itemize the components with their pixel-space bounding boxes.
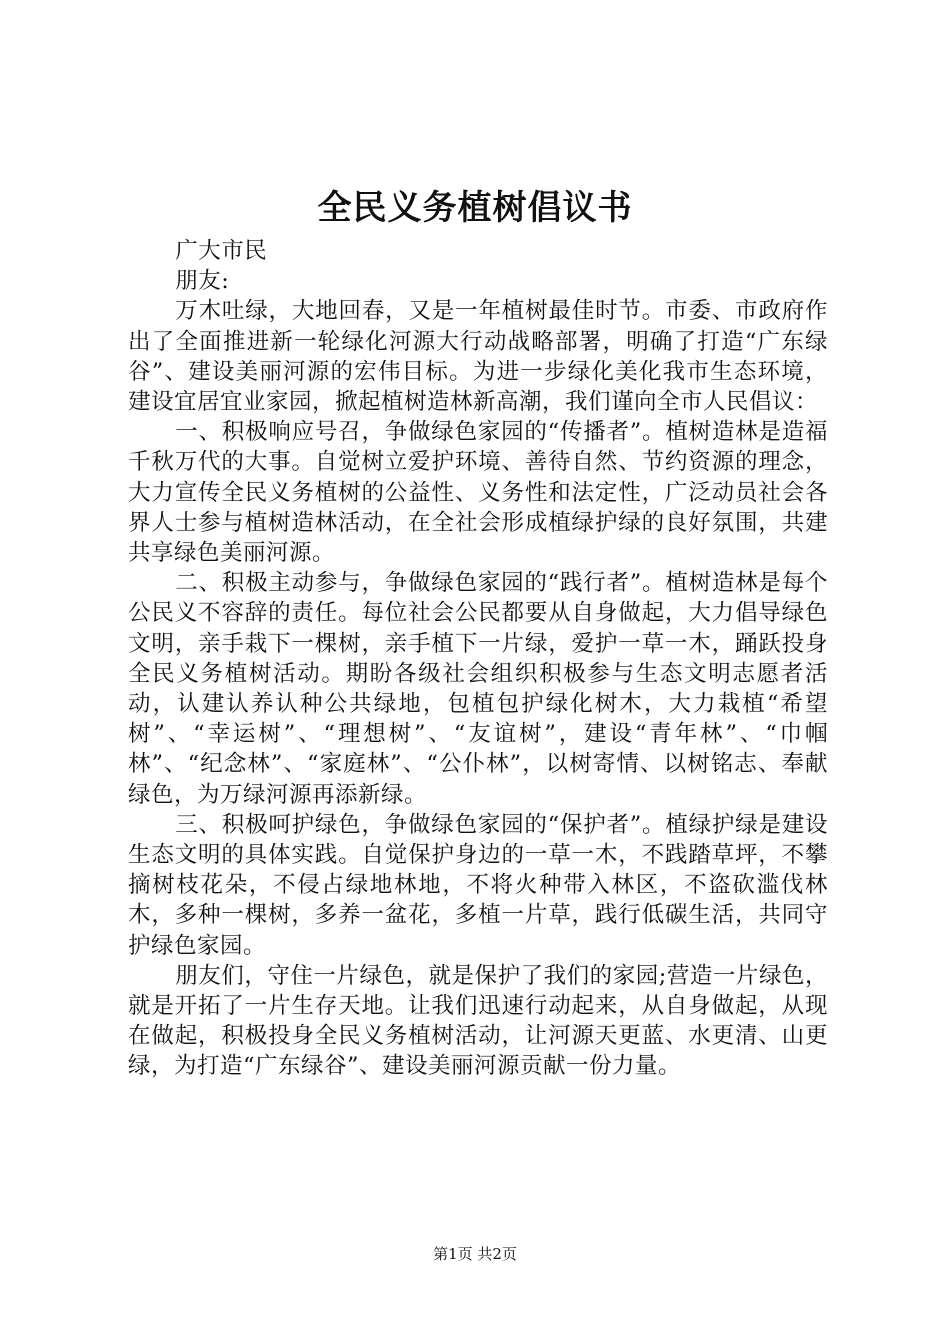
paragraph-intro: 万木吐绿，大地回春，又是一年植树最佳时节。市委、市政府作出了全面推进新一轮绿化河源大行动战略部署，明确了打造“广东绿谷”、建设美丽河源的宏伟目标。为进一步绿化美化我市生态环境，建设宜居宜业家园，掀起植树造林新高潮，我们谨向全市人民倡议： [128,298,828,416]
paragraph-proposal-3: 三、积极呵护绿色，争做绿色家园的“保护者”。植绿护绿是建设生态文明的具体实践。自觉保护身边的一草一木，不践踏草坪，不攀摘树枝花朵，不侵占绿地林地，不将火种带入林区，不盗砍滥伐林木，多种一棵树，多养一盆花，多植一片草，践行低碳生活，共同守护绿色家园。 [128,811,828,959]
page-title: 全民义务植树倡议书 [317,188,633,228]
paragraph-closing: 朋友们，守住一片绿色，就是保护了我们的家园;营造一片绿色，就是开拓了一片生存天地。让我们迅速行动起来，从自身做起，从现在做起，积极投身全民义务植树活动，让河源天更蓝、水更清、山更绿，为打造“广东绿谷”、建设美丽河源贡献一份力量。 [128,962,828,1080]
page-number-footer: 第1页 共2页 [433,1245,517,1263]
paragraph-proposal-2: 二、积极主动参与，争做绿色家园的“践行者”。植树造林是每个公民义不容辞的责任。每位社会公民都要从自身做起，大力倡导绿色文明，亲手栽下一棵树，亲手植下一片绿，爱护一草一木，踊跃投身全民义务植树活动。期盼各级社会组织积极参与生态文明志愿者活动，认建认养认种公共绿地，包植包护绿化树木，大力栽植“希望树”、“幸运树”、“理想树”、“友谊树”，建设“青年林”、“巾帼林”、“纪念林”、“家庭林”、“公仆林”，以树寄情、以树铭志、奉献绿色，为万绿河源再添新绿。 [128,570,828,808]
salutation-line-2: 朋友: [175,268,230,295]
document-body [128,236,828,1082]
paragraph-proposal-1: 一、积极响应号召，争做绿色家园的“传播者”。植树造林是造福千秋万代的大事。自觉树立爱护环境、善待自然、节约资源的理念，大力宣传全民义务植树的公益性、义务性和法定性，广泛动员社会各界人士参与植树造林活动，在全社会形成植绿护绿的良好氛围，共建共享绿色美丽河源。 [128,419,828,567]
salutation-line-1: 广大市民 [175,238,268,264]
